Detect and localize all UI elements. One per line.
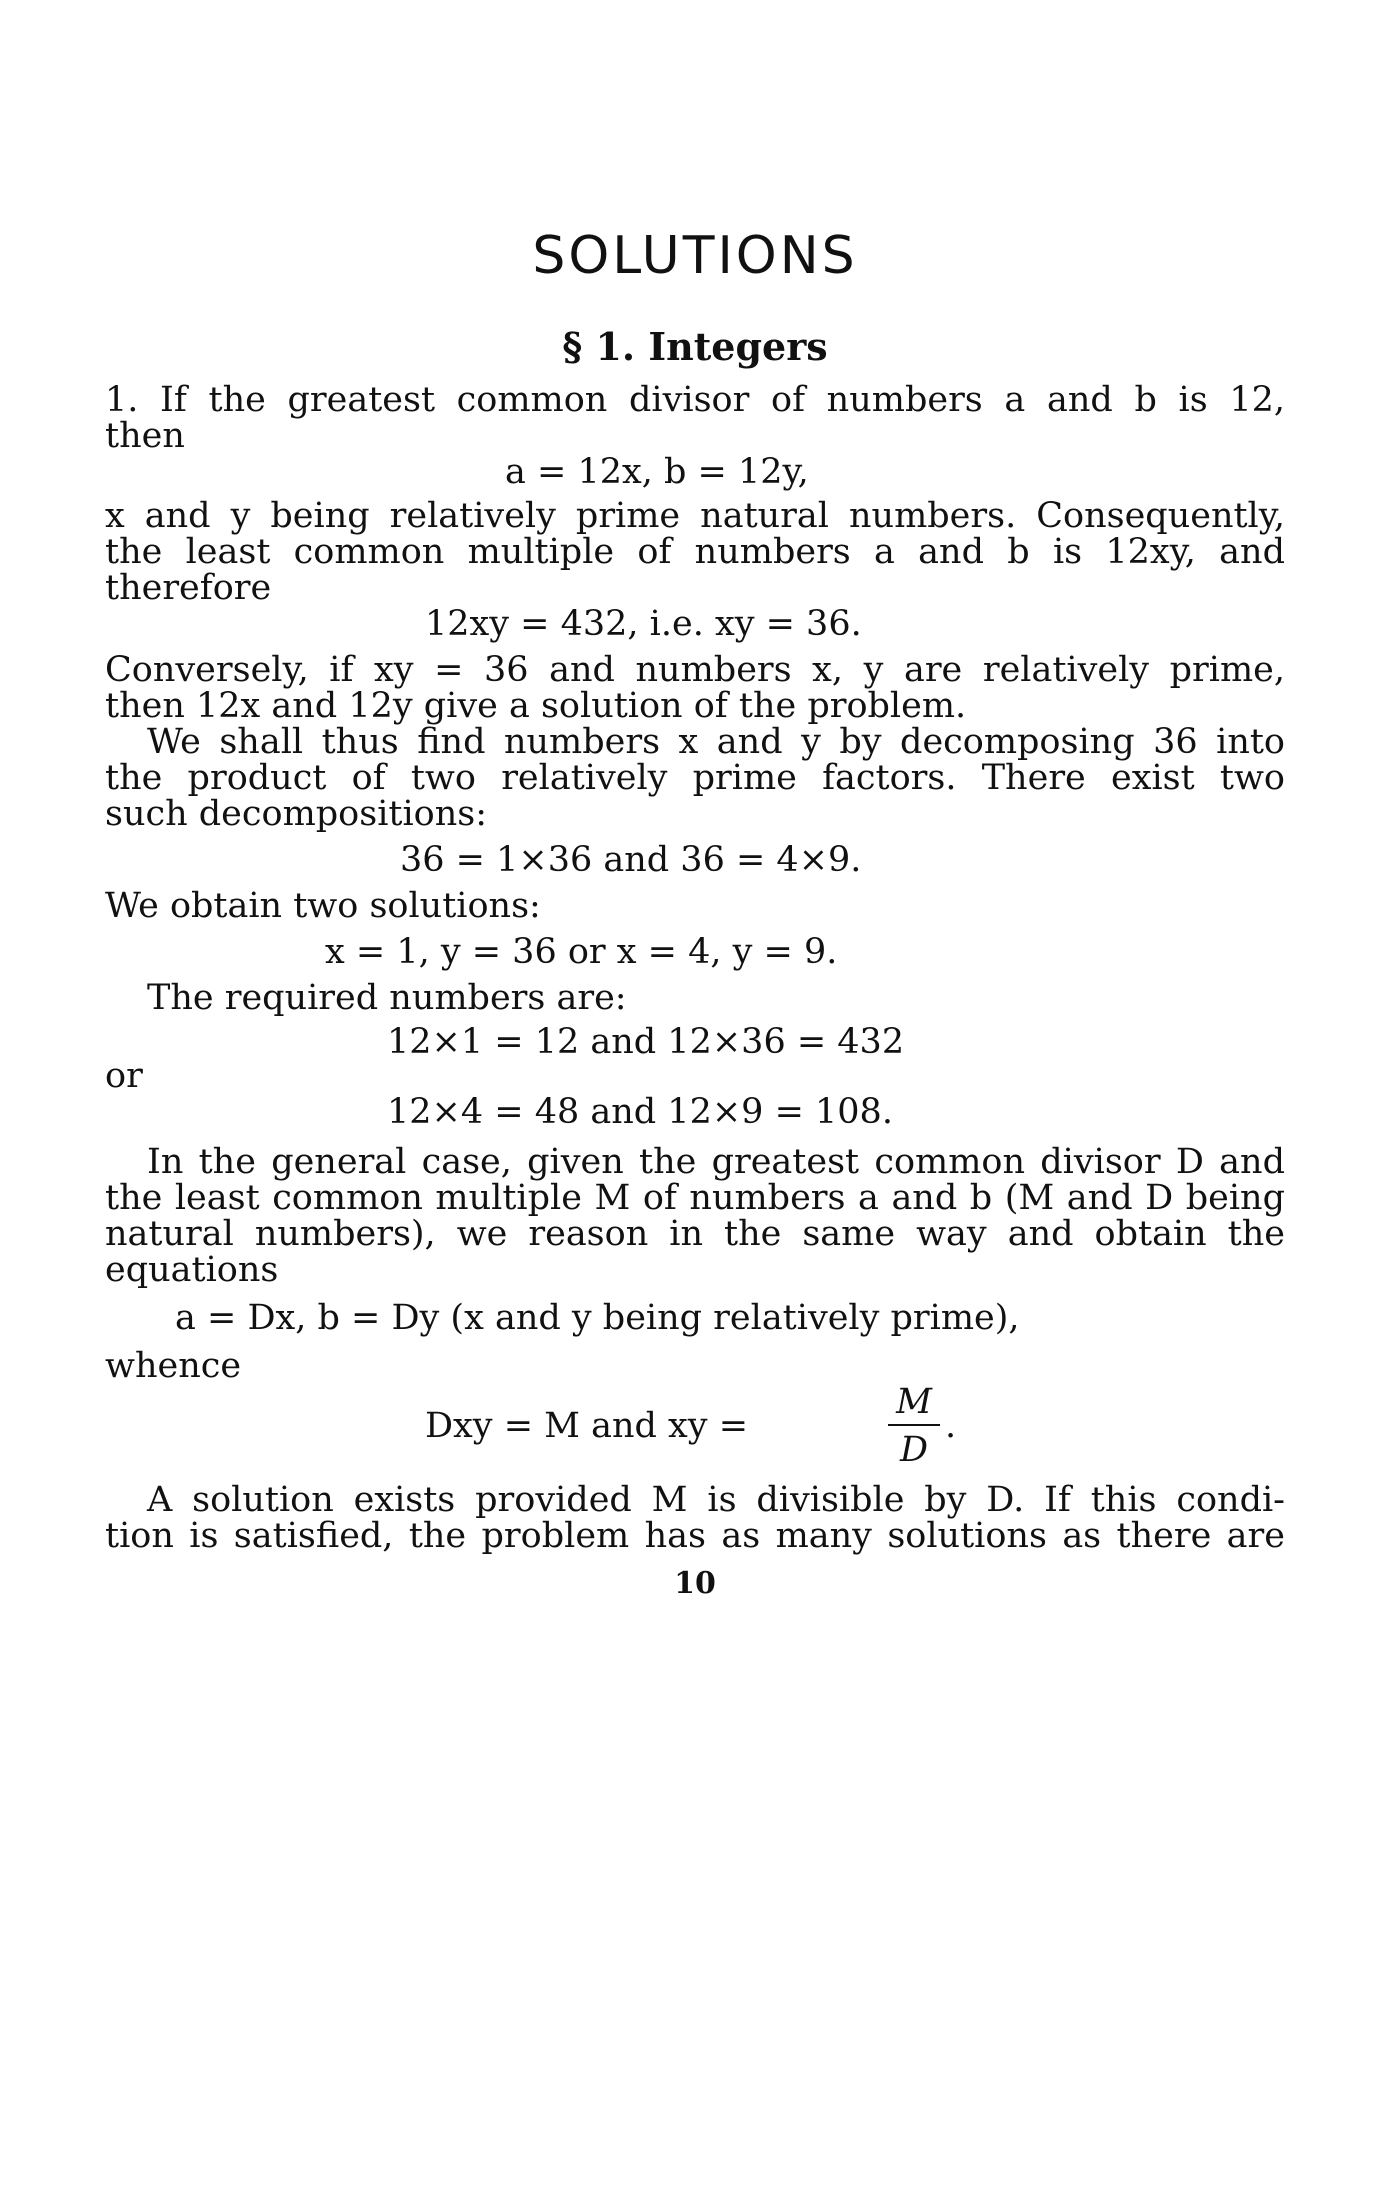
text-line: tion is satisfied, the problem has as many solutions as there are (105, 1516, 1285, 1556)
page-number: 10 (674, 1566, 716, 1601)
fraction-numerator: M (896, 1382, 932, 1422)
text-line: The required numbers are: (147, 978, 627, 1018)
equation: a = 12x, b = 12y, (505, 452, 809, 492)
text-line: or (105, 1056, 143, 1096)
text-line: natural numbers), we reason in the same way and obtain the (105, 1214, 1285, 1254)
equation: a = Dx, b = Dy (x and y being relatively prime), (175, 1298, 1020, 1338)
text-line: the least common multiple M of numbers a and b (M and D being (105, 1178, 1285, 1218)
equation: 12xy = 432, i.e. xy = 36. (425, 604, 862, 644)
text-line: the least common multiple of numbers a and b is 12xy, and (105, 532, 1285, 572)
text-line: Conversely, if xy = 36 and numbers x, y are relatively prime, (105, 650, 1285, 690)
text-line: whence (105, 1346, 242, 1386)
text-line: then (105, 416, 185, 456)
text-line: In the general case, given the greatest common divisor D and (147, 1142, 1285, 1182)
text-line: equations (105, 1250, 279, 1290)
fraction-denominator: D (899, 1430, 929, 1470)
text-line: the product of two relatively prime factors. There exist two (105, 758, 1285, 798)
equation: 12×1 = 12 and 12×36 = 432 (387, 1022, 905, 1062)
equation: 36 = 1×36 and 36 = 4×9. (400, 840, 862, 880)
fraction-bar (888, 1424, 940, 1426)
text-line: such decompositions: (105, 794, 488, 834)
text-line: We shall thus find numbers x and y by decomposing 36 into (147, 722, 1285, 762)
equation: 12×4 = 48 and 12×9 = 108. (387, 1092, 893, 1132)
text-line: therefore (105, 568, 272, 608)
chapter-title: SOLUTIONS (532, 226, 858, 286)
text-line: 1. If the greatest common divisor of numbers a and b is 12, (105, 380, 1285, 420)
section-heading: § 1. Integers (562, 324, 828, 369)
text-line: x and y being relatively prime natural numbers. Consequently, (105, 496, 1285, 536)
text-line: We obtain two solutions: (105, 886, 541, 926)
equation: Dxy = M and xy = (425, 1406, 749, 1446)
text-line: then 12x and 12y give a solution of the problem. (105, 686, 967, 726)
equation-end: . (945, 1406, 957, 1446)
text-line: A solution exists provided M is divisible by D. If this condi- (147, 1480, 1285, 1520)
equation: x = 1, y = 36 or x = 4, y = 9. (325, 932, 838, 972)
